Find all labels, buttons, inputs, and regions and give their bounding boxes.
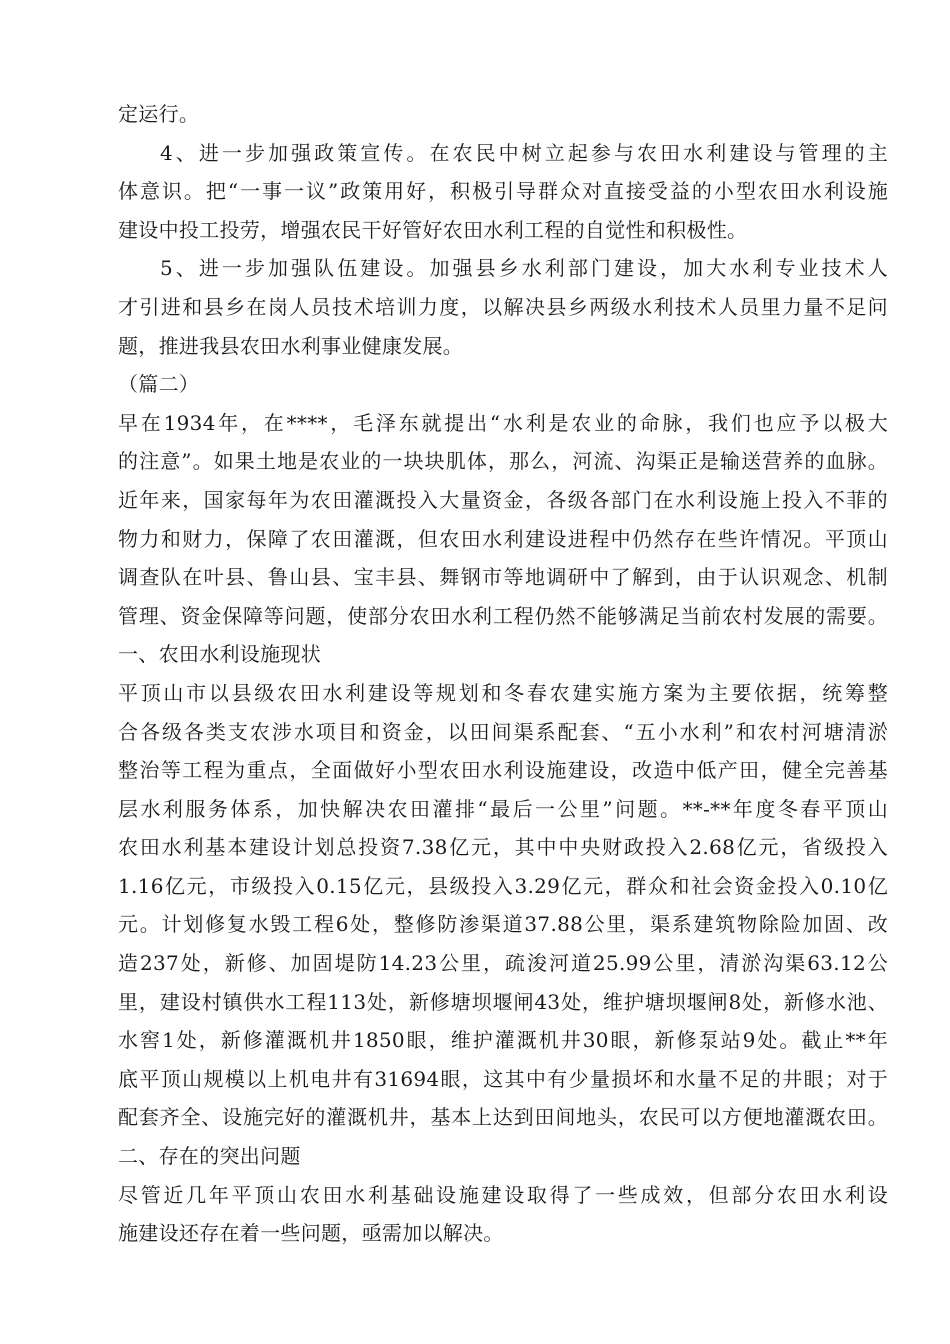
- text-line: 建设中投工投劳，增强农民干好管好农田水利工程的自觉性和积极性。: [118, 217, 748, 242]
- text-line: 近年来，国家每年为农田灌溉投入大量资金，各级各部门在水利设施上投入不菲的: [118, 487, 888, 512]
- text-line: 尽管近几年平顶山农田水利基础设施建设取得了一些成效，但部分农田水利设: [118, 1182, 888, 1207]
- section-heading: 二、存在的突出问题: [118, 1144, 301, 1169]
- text-line: 配套齐全、设施完好的灌溉机井，基本上达到田间地头，农民可以方便地灌溉农田。: [118, 1105, 888, 1130]
- text-line: 里，建设村镇供水工程113处，新修塘坝堰闸43处，维护塘坝堰闸8处，新修水池、: [118, 989, 888, 1014]
- text-line: 施建设还存在着一些问题，亟需加以解决。: [118, 1221, 504, 1246]
- text-line: 早在1934年，在****，毛泽东就提出“水利是农业的命脉，我们也应予以极大: [118, 410, 888, 435]
- section-heading: 一、农田水利设施现状: [118, 642, 321, 667]
- text-line: 定运行。: [118, 102, 200, 126]
- text-line: 1.16亿元，市级投入0.15亿元，县级投入3.29亿元，群众和社会资金投入0.10亿: [118, 873, 888, 898]
- text-line: 水窖1处，新修灌溉机井1850眼，维护灌溉机井30眼，新修泵站9处。截止**年: [118, 1028, 888, 1053]
- text-line: 体意识。把“一事一议”政策用好，积极引导群众对直接受益的小型农田水利设施: [118, 179, 888, 204]
- text-line: 管理、资金保障等问题，使部分农田水利工程仍然不能够满足当前农村发展的需要。: [118, 603, 888, 628]
- text-line: 合各级各类支农涉水项目和资金，以田间渠系配套、“五小水利”和农村河塘清淤: [118, 719, 888, 744]
- text-line: 整治等工程为重点，全面做好小型农田水利设施建设，改造中低产田，健全完善基: [118, 758, 888, 783]
- text-line: 底平顶山规模以上机电井有31694眼，这其中有少量损坏和水量不足的井眼；对于: [118, 1066, 888, 1091]
- text-line: 物力和财力，保障了农田灌溉，但农田水利建设进程中仍然存在些许情况。平顶山: [118, 526, 888, 551]
- text-line: 层水利服务体系，加快解决农田灌排“最后一公里”问题。**-**年度冬春平顶山: [118, 796, 888, 821]
- text-line: 4、进一步加强政策宣传。在农民中树立起参与农田水利建设与管理的主: [160, 140, 888, 165]
- text-line: 5、进一步加强队伍建设。加强县乡水利部门建设，加大水利专业技术人: [160, 256, 888, 281]
- text-line: 元。计划修复水毁工程6处，整修防渗渠道37.88公里，渠系建筑物除险加固、改: [118, 912, 888, 937]
- text-line: 的注意”。如果土地是农业的一块块肌体，那么，河流、沟渠正是输送营养的血脉。: [118, 449, 888, 474]
- text-line: 才引进和县乡在岗人员技术培训力度，以解决县乡两级水利技术人员里力量不足问: [118, 294, 888, 319]
- text-line: 调查队在叶县、鲁山县、宝丰县、舞钢市等地调研中了解到，由于认识观念、机制: [118, 565, 888, 590]
- text-line: 题，推进我县农田水利事业健康发展。: [118, 333, 464, 358]
- text-line: 造237处，新修、加固堤防14.23公里，疏浚河道25.99公里，清淤沟渠63.12公: [118, 951, 888, 976]
- section-heading: （篇二）: [118, 372, 200, 397]
- text-line: 农田水利基本建设计划总投资7.38亿元，其中中央财政投入2.68亿元，省级投入: [118, 835, 888, 860]
- document-body: [118, 95, 888, 1253]
- text-line: 平顶山市以县级农田水利建设等规划和冬春农建实施方案为主要依据，统筹整: [118, 680, 888, 705]
